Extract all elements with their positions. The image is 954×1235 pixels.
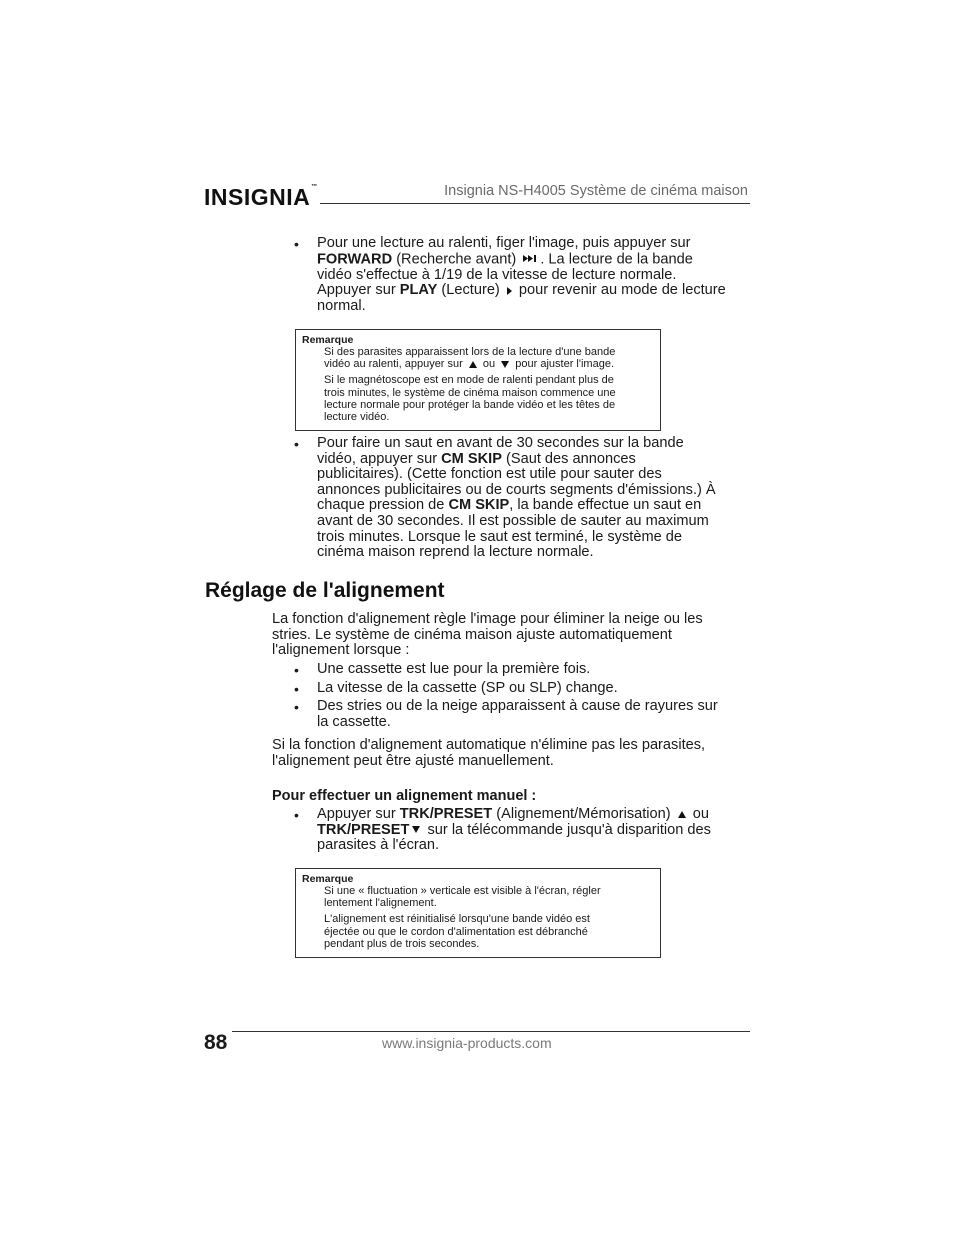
bullet-marker: • bbox=[294, 662, 299, 678]
note-text: Si une « fluctuation » verticale est visible à l'écran, régler lentement l'alignement. L'alignement est réinitialisé lorsqu'une bande vidéo est éjectée ou que le cordon d'alimentation est débranché pendant plus de trois secondes. bbox=[324, 885, 601, 950]
up-arrow-icon bbox=[678, 811, 686, 818]
play-arrow-icon bbox=[507, 287, 512, 295]
footer-url: www.insignia-products.com bbox=[382, 1035, 552, 1051]
list-item: Des stries ou de la neige apparaissent à cause de rayures sur la cassette. bbox=[317, 698, 718, 730]
procedure-step: Appuyer sur TRK/PRESET (Alignement/Mémorisation) ou TRK/PRESET sur la télécommande jusqu'à disparition des parasites à l'écran. bbox=[317, 806, 711, 854]
list-item: La vitesse de la cassette (SP ou SLP) change. bbox=[317, 680, 618, 696]
note-title: Remarque bbox=[302, 873, 354, 885]
header-divider bbox=[320, 203, 750, 204]
brand-logo: INSIGNIA™ bbox=[204, 184, 318, 210]
list-item: Une cassette est lue pour la première fois. bbox=[317, 661, 591, 677]
footer-divider bbox=[232, 1031, 750, 1032]
bullet-marker: • bbox=[294, 807, 299, 823]
note-box-alignment bbox=[295, 868, 661, 958]
note-box-slow-motion bbox=[295, 329, 661, 431]
down-arrow-icon bbox=[412, 826, 420, 833]
bullet-marker: • bbox=[294, 236, 299, 252]
note-title: Remarque bbox=[302, 334, 354, 346]
bullet-marker: • bbox=[294, 699, 299, 715]
down-arrow-icon bbox=[501, 361, 509, 368]
note-text: Si des parasites apparaissent lors de la lecture d'une bande vidéo au ralenti, appuyer sur ou pour ajuster l'image. Si le magnétoscope est en mode de ralenti pendant plus de trois minutes, le système de cinéma maison commence une lecture normale pour protéger la bande vidéo et les têtes de lecture vidéo. bbox=[324, 346, 616, 424]
section-intro: La fonction d'alignement règle l'image pour éliminer la neige ou les stries. Le système de cinéma maison ajuste automatiquement l'alignement lorsque : bbox=[272, 611, 703, 659]
bullet-marker: • bbox=[294, 681, 299, 697]
page-number: 88 bbox=[204, 1031, 228, 1054]
up-arrow-icon bbox=[469, 361, 477, 368]
header-title: Insignia NS-H4005 Système de cinéma maison bbox=[444, 183, 748, 199]
bullet-marker: • bbox=[294, 436, 299, 452]
procedure-heading: Pour effectuer un alignement manuel : bbox=[272, 788, 537, 804]
bullet-cm-skip: Pour faire un saut en avant de 30 secondes sur la bande vidéo, appuyer sur CM SKIP (Saut des annonces publicitaires). (Cette fonction est utile pour sauter des annonces publicitaires ou de courts segments d'émissions.) À chaque pression de CM SKIP, la bande effectue un saut en avant de 30 secondes. Il est possible de sauter au maximum trois minutes. Lorsque le saut est terminé, le système de cinéma maison reprend la lecture normale. bbox=[317, 435, 716, 561]
bullet-slow-motion: Pour une lecture au ralenti, figer l'image, puis appuyer sur FORWARD (Recherche avant) . La lecture de la bande vidéo s'effectue à 1/19 de la vitesse de lecture normale. Appuyer sur PLAY (Lecture) pour revenir au mode de lecture normal. bbox=[317, 235, 726, 315]
manual-adjust-paragraph: Si la fonction d'alignement automatique n'élimine pas les parasites, l'alignement peut être ajusté manuellement. bbox=[272, 737, 706, 769]
section-heading: Réglage de l'alignement bbox=[205, 579, 445, 602]
fast-forward-icon bbox=[523, 252, 537, 268]
